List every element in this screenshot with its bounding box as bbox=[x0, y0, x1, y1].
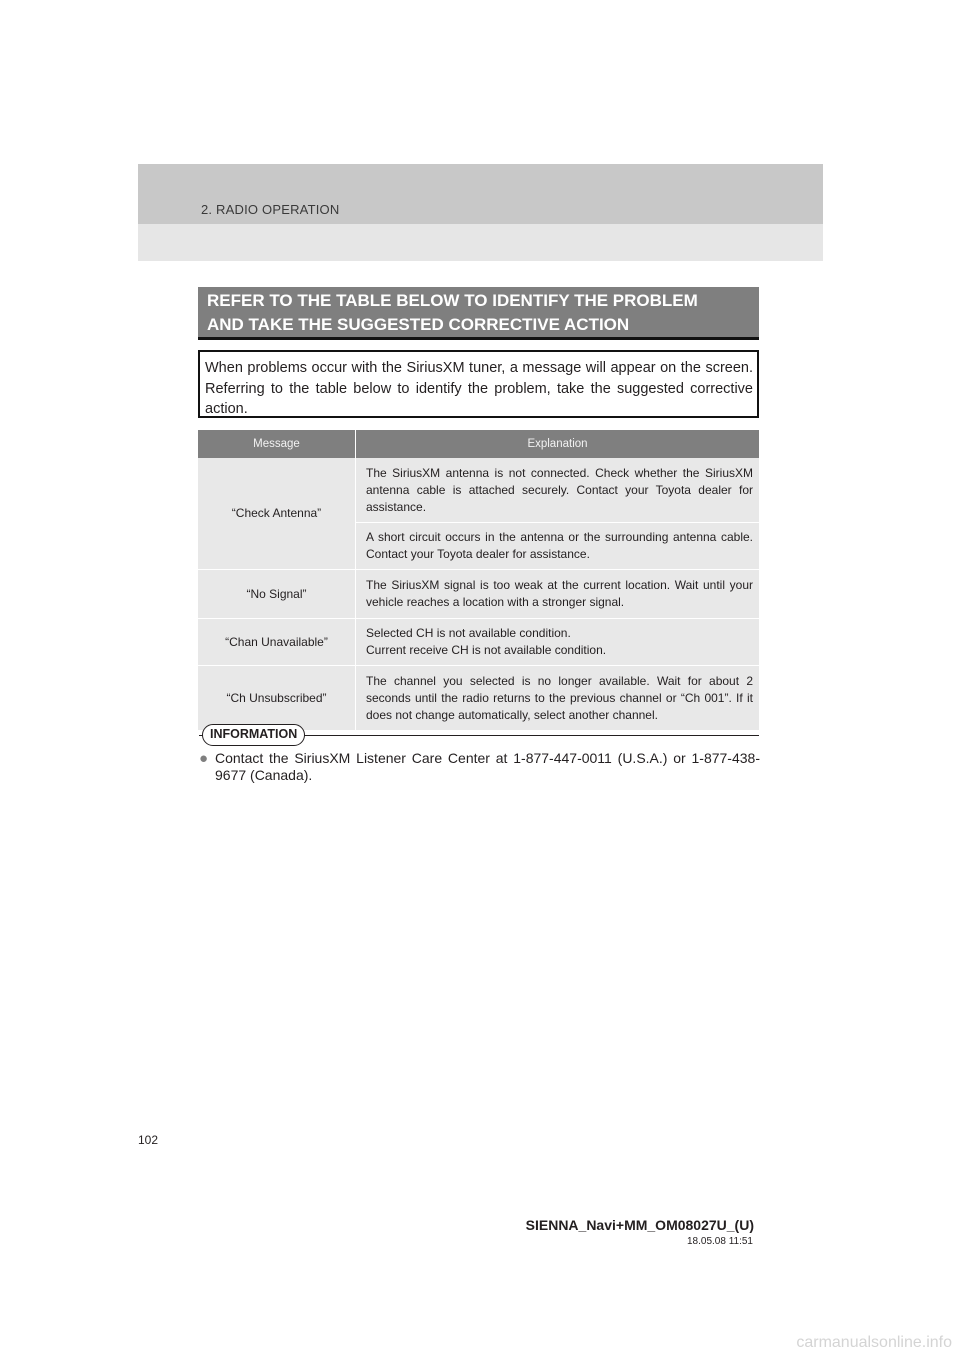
section-title bbox=[198, 287, 759, 340]
message-table bbox=[198, 430, 759, 730]
bullet-icon: ● bbox=[199, 750, 209, 767]
table-header-row bbox=[198, 430, 759, 458]
information-text: Contact the SiriusXM Listener Care Center at 1-877-447-0011 (U.S.A.) or 1-877-438-9677 (Canada). bbox=[215, 750, 760, 783]
page-number: 102 bbox=[138, 1133, 159, 1147]
information-badge: INFORMATION bbox=[202, 724, 305, 746]
message-cell: “Ch Unsubscribed” bbox=[198, 666, 356, 731]
table-row bbox=[198, 619, 759, 666]
information-item bbox=[199, 750, 760, 784]
explanation-cell: Selected CH is not available condition. Current receive CH is not available condition. bbox=[356, 619, 760, 666]
explanation-cell: The SiriusXM antenna is not connected. Check whether the SiriusXM antenna cable is attached securely. Contact your Toyota dealer for assistance. bbox=[356, 458, 760, 523]
table-row bbox=[198, 666, 759, 731]
column-header-message: Message bbox=[198, 430, 356, 458]
intro-text: When problems occur with the SiriusXM tuner, a message will appear on the screen. Referring to the table below to identify the problem, take the suggested corrective action. bbox=[198, 350, 759, 418]
message-cell: “Check Antenna” bbox=[198, 458, 356, 570]
explanation-cell: A short circuit occurs in the antenna or the surrounding antenna cable. Contact your Toyota dealer for assistance. bbox=[356, 523, 760, 570]
section-title-line-1: REFER TO THE TABLE BELOW TO IDENTIFY THE PROBLEM bbox=[207, 291, 698, 310]
header-band-light bbox=[138, 224, 823, 261]
column-header-explanation: Explanation bbox=[356, 430, 760, 458]
explanation-cell: The SiriusXM signal is too weak at the current location. Wait until your vehicle reaches a location with a stronger signal. bbox=[356, 570, 760, 619]
watermark: carmanualsonline.info bbox=[796, 1334, 952, 1351]
message-cell: “No Signal” bbox=[198, 570, 356, 619]
document-id: SIENNA_Navi+MM_OM08027U_(U) bbox=[525, 1217, 754, 1233]
document-date: 18.05.08 11:51 bbox=[687, 1236, 753, 1247]
section-title-line-2: AND TAKE THE SUGGESTED CORRECTIVE ACTION bbox=[207, 315, 630, 334]
explanation-cell: The channel you selected is no longer available. Wait for about 2 seconds until the radio returns to the previous channel or “Ch 001”. If it does not change automatically, select another channel. bbox=[356, 666, 760, 731]
section-label: 2. RADIO OPERATION bbox=[201, 202, 340, 217]
message-cell: “Chan Unavailable” bbox=[198, 619, 356, 666]
table-row bbox=[198, 570, 759, 619]
table-row bbox=[198, 458, 759, 523]
